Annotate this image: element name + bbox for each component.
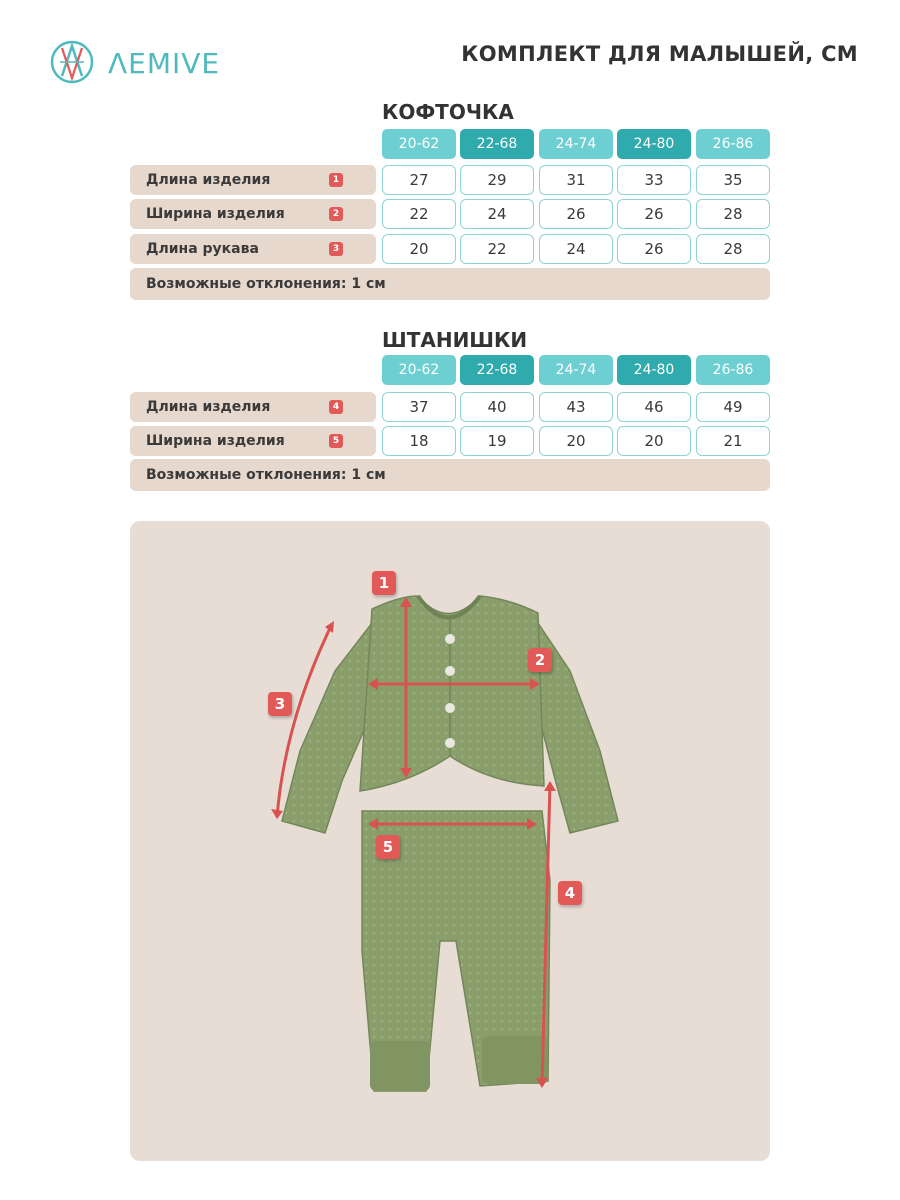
button-icon	[445, 703, 455, 713]
row-label-jacket-width	[130, 199, 376, 229]
table-cell: 26	[539, 199, 613, 229]
pants-tolerance-note	[130, 459, 770, 491]
row-label-pants-width	[130, 426, 376, 456]
size-header-cell: 24-74	[539, 129, 613, 159]
table-cell: 31	[539, 165, 613, 195]
table-cell: 20	[617, 426, 691, 456]
jacket-tolerance-note	[130, 268, 770, 300]
callout-2: 2	[528, 648, 552, 672]
button-icon	[445, 738, 455, 748]
table-cell: 22	[460, 234, 534, 264]
table-cell: 26	[617, 234, 691, 264]
size-header-cell: 20-62	[382, 129, 456, 159]
row-label-jacket-length	[130, 165, 376, 195]
measure-marker: 3	[329, 242, 343, 256]
page-title: КОМПЛЕКТ ДЛЯ МАЛЫШЕЙ, СМ	[461, 42, 858, 66]
row-label-text: Ширина изделия	[146, 433, 285, 449]
jacket-section-title: КОФТОЧКА	[382, 100, 514, 124]
size-header-cell: 22-68	[460, 355, 534, 385]
row-label-pants-length	[130, 392, 376, 422]
callout-3: 3	[268, 692, 292, 716]
row-label-text: Ширина изделия	[146, 206, 285, 222]
table-cell: 35	[696, 165, 770, 195]
size-header-cell: 22-68	[460, 129, 534, 159]
callout-4: 4	[558, 881, 582, 905]
pants-section-title: ШТАНИШКИ	[382, 328, 528, 352]
table-cell: 28	[696, 199, 770, 229]
left-sleeve-shape	[282, 623, 372, 833]
measure-marker: 4	[329, 400, 343, 414]
callout-5: 5	[376, 835, 400, 859]
button-icon	[445, 666, 455, 676]
callout-1: 1	[372, 571, 396, 595]
table-cell: 43	[539, 392, 613, 422]
table-cell: 27	[382, 165, 456, 195]
measure-marker: 5	[329, 434, 343, 448]
table-cell: 37	[382, 392, 456, 422]
table-cell: 19	[460, 426, 534, 456]
table-cell: 46	[617, 392, 691, 422]
jacket-body-shape	[360, 596, 544, 791]
note-text: Возможные отклонения: 1 см	[146, 276, 386, 292]
row-label-text: Длина рукава	[146, 241, 259, 257]
size-header-cell: 26-86	[696, 355, 770, 385]
measure-marker: 2	[329, 207, 343, 221]
brand-name: ΛEMIVE	[108, 47, 221, 80]
note-text: Возможные отклонения: 1 см	[146, 467, 386, 483]
table-cell: 20	[382, 234, 456, 264]
table-cell: 28	[696, 234, 770, 264]
table-cell: 33	[617, 165, 691, 195]
garment-illustration	[130, 521, 770, 1161]
table-cell: 26	[617, 199, 691, 229]
table-cell: 20	[539, 426, 613, 456]
table-cell: 29	[460, 165, 534, 195]
size-header-cell: 24-80	[617, 355, 691, 385]
table-cell: 24	[539, 234, 613, 264]
table-cell: 22	[382, 199, 456, 229]
row-label-sleeve-length	[130, 234, 376, 264]
row-label-text: Длина изделия	[146, 399, 271, 415]
table-cell: 49	[696, 392, 770, 422]
size-header-cell: 24-74	[539, 355, 613, 385]
garment-drawing	[130, 521, 770, 1161]
table-cell: 21	[696, 426, 770, 456]
table-cell: 18	[382, 426, 456, 456]
size-header-cell: 26-86	[696, 129, 770, 159]
row-label-text: Длина изделия	[146, 172, 271, 188]
size-header-cell: 24-80	[617, 129, 691, 159]
size-header-cell: 20-62	[382, 355, 456, 385]
measure-marker: 1	[329, 173, 343, 187]
button-icon	[445, 634, 455, 644]
table-cell: 40	[460, 392, 534, 422]
table-cell: 24	[460, 199, 534, 229]
